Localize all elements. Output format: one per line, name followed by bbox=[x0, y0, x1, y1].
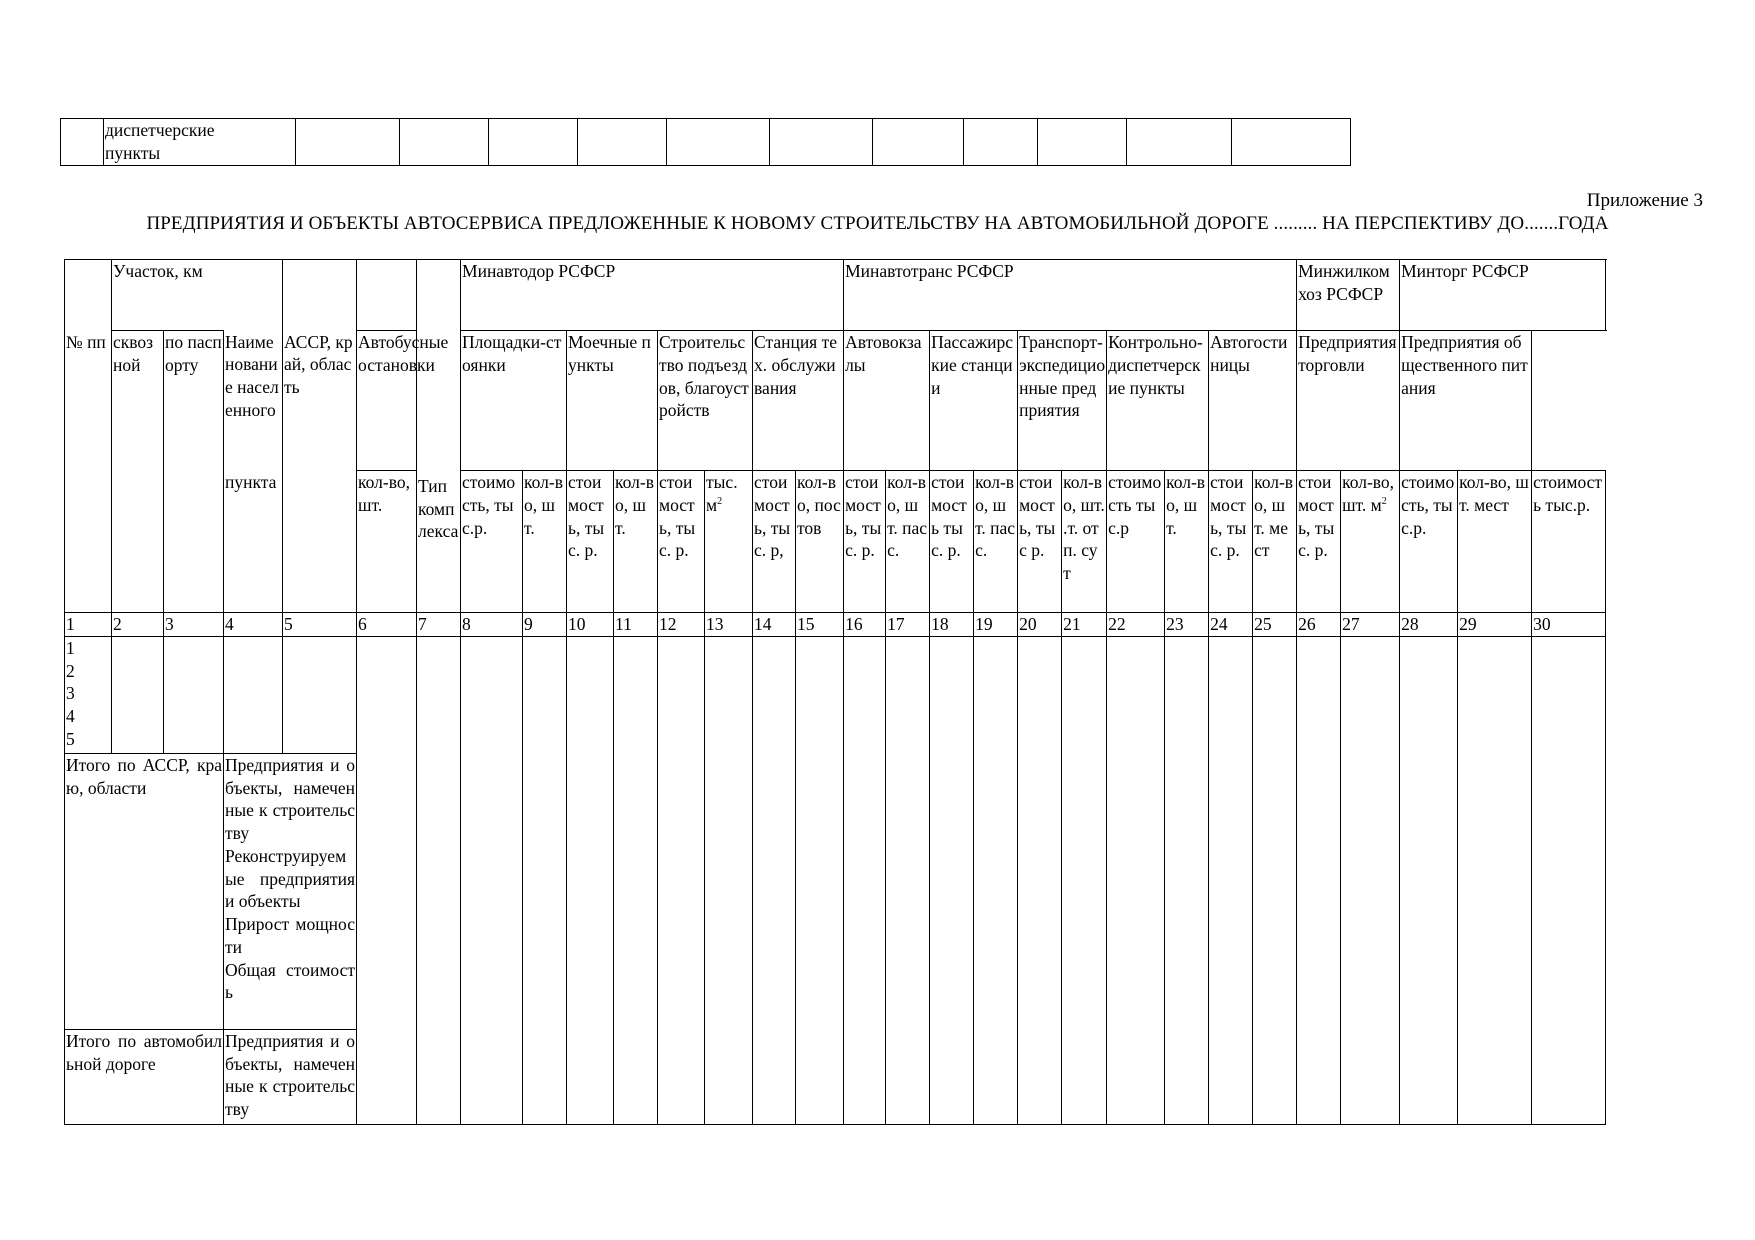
col-number: 5 bbox=[283, 613, 357, 637]
header-row-ministries bbox=[65, 260, 1606, 331]
column-number-row bbox=[65, 613, 1606, 637]
group-catering-enterprises: Предприятия общественного питания bbox=[1400, 331, 1532, 471]
unit-c25: кол-во, шт. мест bbox=[1253, 471, 1297, 613]
col-number: 16 bbox=[844, 613, 886, 637]
through-km-header: сквозной bbox=[112, 331, 164, 471]
unit-c14: стоимость, тыс. р, bbox=[753, 471, 796, 613]
col-number: 8 bbox=[461, 613, 523, 637]
group-passenger-stations: Пассажирские станции bbox=[930, 331, 1018, 471]
group-motels: Автогостиницы bbox=[1209, 331, 1297, 471]
settlement-name-header-cont: пункта bbox=[224, 471, 283, 613]
col-number: 28 bbox=[1400, 613, 1458, 637]
col-number: 1 bbox=[65, 613, 112, 637]
unit-c15: кол-во, постов bbox=[796, 471, 844, 613]
col-number: 27 bbox=[1341, 613, 1400, 637]
complex-type-header: Тип комплекса bbox=[417, 260, 461, 613]
row-numbers: 1 2 3 4 5 bbox=[65, 636, 112, 753]
mintorg-header: Минторг РСФСР bbox=[1400, 260, 1606, 331]
group-trade-enterprises: Предприятия торговли bbox=[1297, 331, 1400, 471]
region-total-label: Итого по АССР, краю, области bbox=[65, 753, 224, 1029]
minavtotrans-header: Минавтотранс РСФСР bbox=[844, 260, 1297, 331]
unit-c11: кол-во, шт. bbox=[614, 471, 658, 613]
document-title: ПРЕДПРИЯТИЯ И ОБЪЕКТЫ АВТОСЕРВИСА ПРЕДЛОЖЕННЫЕ К НОВОМУ СТРОИТЕЛЬСТВУ НА АВТОМОБИЛЬНОЙ ДОРОГЕ ......... НА ПЕРСПЕКТИВУ ДО.......ГОДА bbox=[146, 213, 1609, 234]
col-number: 12 bbox=[658, 613, 705, 637]
group-freight-enterprises: Транспорт-экспедиционные предприятия bbox=[1018, 331, 1107, 471]
unit-c16: стоимость, тыс. р. bbox=[844, 471, 886, 613]
unit-c24: стоимость, тыс. р. bbox=[1209, 471, 1253, 613]
col-number: 24 bbox=[1209, 613, 1253, 637]
col-number: 15 bbox=[796, 613, 844, 637]
unit-c28: стоимость, тыс.р. bbox=[1400, 471, 1458, 613]
header-row-groups bbox=[65, 331, 1606, 471]
group-washing-points: Моечные пункты bbox=[567, 331, 658, 471]
group-bus-stops: Автобусные остановки bbox=[357, 331, 461, 471]
group-bus-terminals: Автовокзалы bbox=[844, 331, 930, 471]
group-parking-areas: Площадки-стоянки bbox=[461, 331, 567, 471]
complex-type-column bbox=[357, 636, 417, 1124]
unit-c12: стоимость, тыс. р. bbox=[658, 471, 705, 613]
unit-c9: кол-во, шт. bbox=[523, 471, 567, 613]
group-service-stations: Станция тех. обслуживания bbox=[753, 331, 844, 471]
unit-c22: стоимость тыс.р bbox=[1107, 471, 1165, 613]
unit-c21: кол-во, шт. .т. отп. сут bbox=[1062, 471, 1107, 613]
col-number: 29 bbox=[1458, 613, 1532, 637]
unit-c10: стоимость, тыс. р. bbox=[567, 471, 614, 613]
previous-page-fragment-table bbox=[60, 118, 1351, 166]
unit-c27: кол-во, шт. $м^2$ bbox=[1341, 471, 1400, 613]
minavtodor-header: Минавтодор РСФСР bbox=[461, 260, 844, 331]
col-number: 25 bbox=[1253, 613, 1297, 637]
col-number: 30 bbox=[1532, 613, 1606, 637]
col-number: 17 bbox=[886, 613, 930, 637]
autoservice-table bbox=[64, 259, 1606, 1125]
col-number: 7 bbox=[417, 613, 461, 637]
unit-c23: кол-во, шт. bbox=[1165, 471, 1209, 613]
road-total-items: Предприятия и объекты, намеченные к строительству bbox=[224, 1029, 357, 1124]
unit-c8: стоимость, тыс.р. bbox=[461, 471, 523, 613]
appendix-label: Приложение 3 bbox=[1586, 190, 1703, 211]
header-row-units bbox=[65, 471, 1606, 613]
col-number: 13 bbox=[705, 613, 753, 637]
group-access-roads: Строительство подъездов, благоустройств bbox=[658, 331, 753, 471]
passport-km-header: по паспорту bbox=[164, 331, 224, 471]
unit-c18: стоимость тыс. р. bbox=[930, 471, 974, 613]
col-number: 20 bbox=[1018, 613, 1062, 637]
col-number: 19 bbox=[974, 613, 1018, 637]
unit-c30: стоимость тыс.р. bbox=[1532, 471, 1606, 613]
col-number: 6 bbox=[357, 613, 417, 637]
col-number: 14 bbox=[753, 613, 796, 637]
group-control-points: Контрольно-диспетчерские пункты bbox=[1107, 331, 1209, 471]
previous-page-row bbox=[61, 119, 1351, 166]
col-number: 9 bbox=[523, 613, 567, 637]
unit-c20: стоимость, тыс р. bbox=[1018, 471, 1062, 613]
col-number: 21 bbox=[1062, 613, 1107, 637]
col-number: 23 bbox=[1165, 613, 1209, 637]
section-km-header: Участок, км bbox=[112, 260, 283, 331]
unit-c17: кол-во, шт. пасс. bbox=[886, 471, 930, 613]
col-number: 18 bbox=[930, 613, 974, 637]
col-number: 10 bbox=[567, 613, 614, 637]
settlement-name-header: Наименование населенного bbox=[224, 331, 283, 471]
unit-c7: кол-во, шт. bbox=[357, 471, 417, 613]
col-number: 4 bbox=[224, 613, 283, 637]
unit-c19: кол-во, шт. пасс. bbox=[974, 471, 1018, 613]
unit-c26: стоимость, тыс. р. bbox=[1297, 471, 1341, 613]
region-total-items: Предприятия и объекты, намеченные к строительству Реконструируемые предприятия и объекты Прирост мощности Общая стоимость bbox=[224, 753, 357, 1029]
col-number: 22 bbox=[1107, 613, 1165, 637]
road-total-label: Итого по автомобильной дороге bbox=[65, 1029, 224, 1124]
unit-c29: кол-во, шт. мест bbox=[1458, 471, 1532, 613]
col-number: 2 bbox=[112, 613, 164, 637]
region-header: АССР, край, область bbox=[283, 331, 357, 471]
minzhilkomhoz-header: Минжилкомхоз РСФСР bbox=[1297, 260, 1400, 331]
number-header: № пп bbox=[65, 331, 112, 471]
prev-row-label: диспетчерские пункты bbox=[104, 119, 296, 166]
data-rows bbox=[65, 636, 1606, 753]
unit-c13: тыс. $м^2$ bbox=[705, 471, 753, 613]
col-number: 26 bbox=[1297, 613, 1341, 637]
col-number: 3 bbox=[164, 613, 224, 637]
col-number: 11 bbox=[614, 613, 658, 637]
